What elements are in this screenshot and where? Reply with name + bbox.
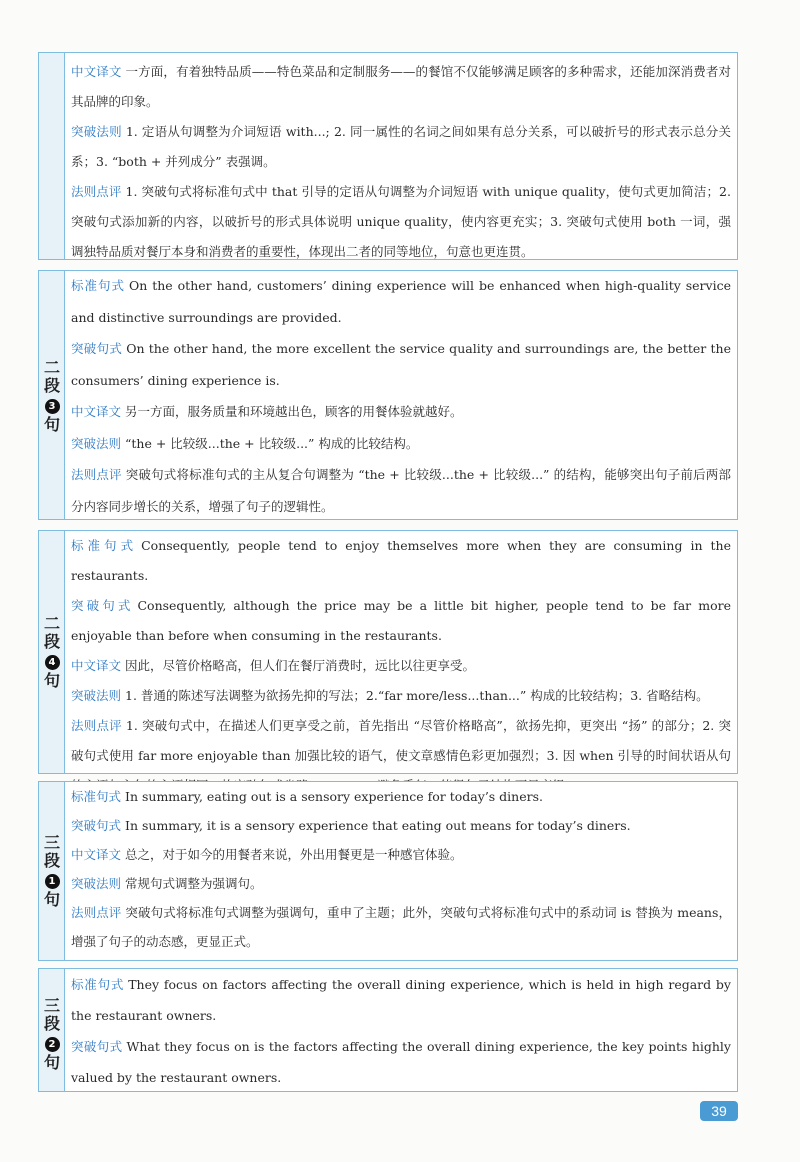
entry-translation (71, 57, 731, 117)
number-circle-icon: 3 (45, 399, 60, 414)
entry-text: 1. 突破句式将标准句式中 that 引导的定语从句调整为介词短语 with unique quality，使句式更加简洁；2. 突破句式添加新的内容，以破折号的形式具体说明 unique quality，使内容更充实；3. 突破句式使用 both 一词，强调独特品质对餐厅本身和消费者的重要性，体现出二者的同等地位，句意也更连贯。 (71, 184, 731, 259)
entry-label: 突破法则 (71, 124, 122, 139)
entry-text: 1. 定语从句调整为介词短语 with...; 2. 同一属性的名词之间如果有总分关系，可以破折号的形式表示总分关系；3. “both + 并列成分” 表强调。 (71, 124, 731, 169)
entry-breakthrough (71, 591, 731, 651)
side-bar (39, 531, 65, 773)
entry-comment (71, 177, 731, 267)
number-circle-icon: 4 (45, 655, 60, 670)
entry-text: On the other hand, the more excellent the service quality and surroundings are, the better the consumers’ dining experience is. (71, 341, 731, 388)
side-char: 三 (43, 833, 60, 852)
entry-text: “the + 比较级...the + 比较级...” 构成的比较结构。 (125, 435, 419, 451)
entry-text: In summary, it is a sensory experience that eating out means for today’s diners. (125, 818, 631, 833)
section-content (71, 270, 731, 522)
entry-text: Consequently, people tend to enjoy themselves more when they are consuming in the restaurants. (71, 538, 731, 583)
side-char: 段 (43, 376, 60, 395)
entry-label: 中文译文 (71, 847, 122, 862)
entry-translation (71, 396, 731, 428)
entry-label: 标准句式 (71, 538, 138, 553)
entry-text: 突破句式将标准句式的主从复合句调整为 “the + 比较级...the + 比较级...” 的结构，能够突出句子前后两部分内容同步增长的关系，增强了句子的逻辑性。 (71, 467, 731, 514)
entry-label: 突破法则 (71, 876, 122, 891)
entry-text: 常规句式调整为强调句。 (125, 876, 263, 891)
side-bar (39, 53, 65, 259)
entry-label: 突破句式 (71, 1039, 123, 1054)
side-bar (39, 782, 65, 960)
section-content (71, 969, 731, 1093)
entry-text: 突破句式将标准句式调整为强调句，重申了主题；此外，突破句式将标准句式中的系动词 is 替换为 means，增强了句子的动态感，更显正式。 (71, 905, 731, 949)
section-content (71, 782, 731, 956)
entry-label: 突破句式 (71, 341, 123, 356)
entry-label: 法则点评 (71, 184, 122, 199)
entry-label: 标准句式 (71, 278, 125, 293)
entry-text: 1. 突破句式中，在描述人们更享受之前，首先指出 “尽管价格略高”，欲扬先抑，更突出 “扬” 的部分；2. 突破句式使用 far more enjoyable than 加强比较的语气，使文章感情色彩更加强烈；3. 因 when 引导的时间状语从句 (71, 718, 731, 763)
side-char: 句 (43, 415, 60, 434)
entry-translation (71, 840, 731, 869)
entry-breakthrough (71, 1031, 731, 1093)
number-circle-icon: 2 (45, 1037, 60, 1052)
entry-text: They focus on factors affecting the overall dining experience, which is held in high regard by the restaurant owners. (71, 977, 731, 1023)
section-para3-sent2 (38, 968, 738, 1092)
section-side-label (39, 997, 65, 1072)
side-char: 二 (43, 358, 60, 377)
section-continuation (38, 52, 738, 260)
entry-label: 标准句式 (71, 789, 122, 804)
entry-comment (71, 898, 731, 956)
entry-label: 中文译文 (71, 404, 122, 419)
entry-label: 法则点评 (71, 905, 122, 920)
entry-text: What they focus on is the factors affecting the overall dining experience, the key points highly valued by the restaurant owners. (71, 1039, 731, 1085)
entry-rule (71, 428, 731, 460)
entry-rule (71, 869, 731, 898)
side-char: 句 (43, 671, 60, 690)
entry-label: 法则点评 (71, 718, 122, 733)
entry-text: 另一方面，服务质量和环境越出色，顾客的用餐体验就越好。 (125, 404, 463, 419)
side-char: 二 (43, 614, 60, 633)
side-char: 句 (43, 890, 60, 909)
entry-translation (71, 651, 731, 681)
entry-text: 总之，对于如今的用餐者来说，外出用餐更是一种感官体验。 (125, 847, 463, 862)
entry-label: 标准句式 (71, 977, 125, 992)
section-content (71, 57, 731, 267)
section-para3-sent1 (38, 781, 738, 961)
side-char: 三 (43, 996, 60, 1015)
entry-text: On the other hand, customers’ dining experience will be enhanced when high-quality service and distinctive surroundings are provided. (71, 278, 731, 325)
entry-breakthrough (71, 333, 731, 396)
section-para2-sent4 (38, 530, 738, 774)
entry-rule (71, 117, 731, 177)
entry-text: In summary, eating out is a sensory experience for today’s diners. (125, 789, 543, 804)
entry-standard (71, 531, 731, 591)
entry-standard (71, 782, 731, 811)
entry-comment (71, 459, 731, 522)
section-side-label (39, 834, 65, 909)
entry-label: 突破法则 (71, 435, 122, 451)
side-bar (39, 271, 65, 519)
section-side-label (39, 359, 65, 434)
number-circle-icon: 1 (45, 874, 60, 889)
section-para2-sent3 (38, 270, 738, 520)
side-char: 段 (43, 632, 60, 651)
entry-text: Consequently, although the price may be a little bit higher, people tend to be far more enjoyable than before when consuming in the restaurants. (71, 598, 731, 643)
side-char: 句 (43, 1053, 60, 1072)
side-char: 段 (43, 1014, 60, 1033)
entry-label: 突破句式 (71, 818, 122, 833)
entry-standard (71, 270, 731, 333)
entry-label: 突破法则 (71, 688, 122, 703)
entry-text: 因此，尽管价格略高，但人们在餐厅消费时，远比以往更享受。 (125, 658, 476, 673)
entry-standard (71, 969, 731, 1031)
entry-rule (71, 681, 731, 711)
entry-label: 法则点评 (71, 467, 122, 482)
side-char: 段 (43, 851, 60, 870)
entry-label: 突破句式 (71, 598, 134, 613)
entry-label: 中文译文 (71, 64, 122, 79)
entry-label: 中文译文 (71, 658, 122, 673)
section-side-label (39, 615, 65, 690)
entry-text: 1. 普通的陈述写法调整为欲扬先抑的写法；2.“far more/less...than...” 构成的比较结构；3. 省略结构。 (125, 688, 709, 703)
entry-text: 一方面，有着独特品质——特色菜品和定制服务——的餐馆不仅能够满足顾客的多种需求，还能加深消费者对其品牌的印象。 (71, 64, 731, 109)
entry-breakthrough (71, 811, 731, 840)
side-bar (39, 969, 65, 1091)
section-content (71, 531, 731, 801)
page-number: 39 (700, 1101, 738, 1121)
